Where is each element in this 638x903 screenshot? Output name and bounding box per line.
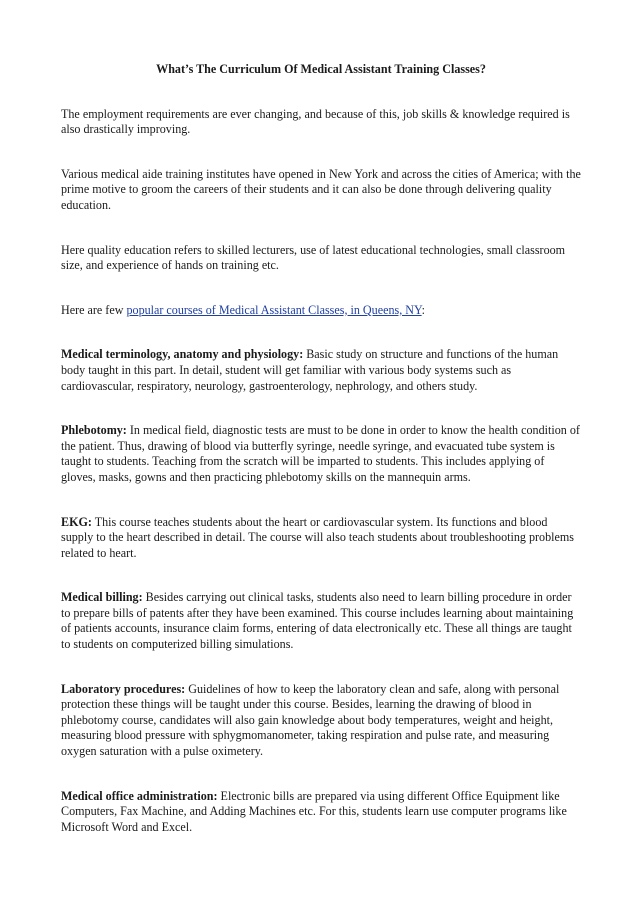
- course-term: Medical billing:: [61, 590, 143, 605]
- intro-paragraph-1: The employment requirements are ever changing, and because of this, job skills & knowledge required is also drastically improving.: [61, 106, 570, 137]
- course-medical-billing: [61, 590, 581, 652]
- course-term: Medical terminology, anatomy and physiology:: [61, 347, 304, 362]
- course-description: This course teaches students about the heart or cardiovascular system. Its functions and blood supply to the heart described in detail. The course will also teach students about troubleshooting problems related to heart.: [61, 514, 574, 560]
- course-description: Basic study on structure and functions of the human body taught in this part. In detail, student will get familiar with various body systems such as cardiovascular, respiratory, neurology, gastroenterology, nephrology, and others study.: [61, 347, 559, 393]
- document-page: [61, 62, 581, 864]
- course-description: Electronic bills are prepared via using different Office Equipment like Computers, Fax Machine, and Adding Machines etc. For this, students learn use computer programs like Microsoft Word and Excel.: [61, 788, 567, 834]
- courses-intro-paragraph: [61, 303, 581, 319]
- course-term: Medical office administration:: [61, 788, 218, 803]
- popular-courses-link[interactable]: popular courses of Medical Assistant Classes, in Queens, NY: [126, 302, 422, 317]
- course-description: Guidelines of how to keep the laboratory clean and safe, along with personal protection these things will be taught under this course. Besides, learning the drawing of blood in phlebotomy course, candidates will also gain knowledge about body temperatures, weight and height, measuring blood pressure with sphygmomanometer, taking respiration and pulse rate, and measuring oxygen saturation with a pulse oximetery.: [61, 681, 560, 759]
- intro-paragraph-3: Here quality education refers to skilled lecturers, use of latest educational technologies, small classroom size, and experience of hands on training etc.: [61, 242, 566, 273]
- course-description: In medical field, diagnostic tests are must to be done in order to know the health condition of the patient. Thus, drawing of blood via butterfly syringe, needle syringe, and evacuated tube system is taught to students. Teaching from the scratch will be imparted to students. This includes applying of gloves, masks, gowns and then practicing phlebotomy skills on the mannequin arms.: [61, 423, 580, 484]
- course-term: Laboratory procedures:: [61, 681, 186, 696]
- intro-paragraph-2: Various medical aide training institutes have opened in New York and across the cities of America; with the prime motive to groom the careers of their students and it can also be done through delivering quality education.: [61, 166, 581, 212]
- course-description: Besides carrying out clinical tasks, students also need to learn billing procedure in order to prepare bills of patents after they have been examined. This course includes learning about maintaining of patients accounts, insurance claim forms, entering of data electronically etc. These all things are taught to students on computerized billing simulations.: [61, 590, 574, 652]
- course-medical-office-administration: [61, 789, 581, 836]
- course-medical-terminology: [61, 347, 581, 394]
- courses-intro-text: Here are few: [61, 302, 127, 317]
- courses-intro-colon: :: [421, 302, 425, 317]
- course-laboratory-procedures: [61, 682, 581, 760]
- course-ekg: [61, 515, 581, 562]
- course-term: EKG:: [61, 514, 92, 529]
- course-term: Phlebotomy:: [61, 423, 127, 438]
- course-phlebotomy: [61, 423, 581, 485]
- document-title: What’s The Curriculum Of Medical Assistant Training Classes?: [156, 62, 486, 76]
